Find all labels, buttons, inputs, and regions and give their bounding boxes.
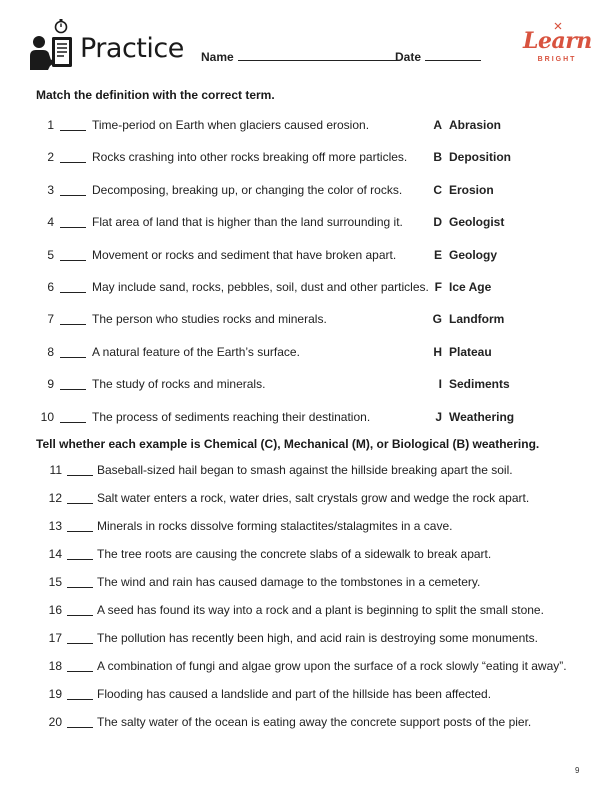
answer-blank[interactable]	[60, 292, 86, 293]
stopwatch-icon	[56, 19, 67, 33]
match-item	[0, 345, 612, 363]
example-text: Baseball-sized hail began to smash against the hillside breaking apart the soil.	[97, 463, 513, 477]
answer-blank[interactable]	[67, 503, 93, 504]
definition-text: The person who studies rocks and minerals.	[92, 312, 327, 327]
item-number: 7	[47, 312, 54, 327]
part2-heading: Tell whether each example is Chemical (C), Mechanical (M), or Biological (B) weathering.	[36, 437, 540, 451]
item-number: 20	[48, 715, 62, 729]
example-item	[0, 715, 612, 733]
definition-text: A natural feature of the Earth’s surface.	[92, 344, 300, 359]
answer-blank[interactable]	[60, 130, 86, 131]
item-number: 11	[49, 463, 62, 477]
term-label: Weathering	[449, 409, 515, 424]
answer-blank[interactable]	[60, 227, 86, 228]
match-item	[0, 280, 612, 298]
example-text: The tree roots are causing the concrete slabs of a sidewalk to break apart.	[97, 547, 492, 561]
term-letter: I	[438, 377, 442, 392]
item-number: 10	[40, 409, 54, 424]
match-item	[0, 410, 612, 428]
example-text: The salty water of the ocean is eating away the concrete support posts of the pier.	[97, 715, 532, 729]
match-item	[0, 312, 612, 330]
term-label: Plateau	[449, 344, 492, 359]
term-letter: A	[433, 118, 442, 132]
item-number: 19	[48, 687, 62, 701]
worksheet-header	[28, 18, 590, 76]
term-letter: D	[433, 215, 442, 230]
logo-text: Learn	[523, 28, 592, 54]
term-label: Sediments	[449, 377, 510, 392]
answer-blank[interactable]	[67, 559, 93, 560]
term-letter: C	[433, 182, 442, 197]
example-item	[0, 463, 612, 481]
definition-text: The process of sediments reaching their destination.	[92, 409, 371, 424]
example-item	[0, 547, 612, 565]
page-title: Practice	[80, 33, 184, 64]
example-item	[0, 575, 612, 593]
definition-text: Time-period on Earth when glaciers caused erosion.	[92, 118, 370, 132]
term-letter: B	[433, 150, 442, 165]
definition-text: Movement or rocks and sediment that have broken apart.	[92, 247, 397, 262]
definition-text: Flat area of land that is higher than the land surrounding it.	[92, 215, 403, 230]
date-label: Date	[395, 50, 422, 64]
answer-blank[interactable]	[60, 260, 86, 261]
date-blank[interactable]	[425, 60, 481, 61]
item-number: 4	[47, 215, 54, 230]
match-item	[0, 215, 612, 233]
answer-blank[interactable]	[60, 389, 86, 390]
example-text: The wind and rain has caused damage to the tombstones in a cemetery.	[97, 575, 481, 589]
answer-blank[interactable]	[67, 475, 93, 476]
item-number: 14	[48, 547, 62, 561]
example-item	[0, 603, 612, 621]
term-letter: H	[433, 344, 442, 359]
example-text: Minerals in rocks dissolve forming stalactites/stalagmites in a cave.	[97, 519, 453, 533]
item-number: 5	[47, 247, 54, 262]
name-blank[interactable]	[238, 60, 396, 61]
item-number: 8	[47, 344, 54, 359]
term-letter: F	[434, 280, 442, 294]
item-number: 12	[48, 491, 62, 505]
term-label: Geology	[449, 247, 498, 262]
term-label: Erosion	[449, 182, 494, 197]
item-number: 18	[48, 659, 62, 673]
answer-blank[interactable]	[60, 195, 86, 196]
answer-blank[interactable]	[67, 643, 93, 644]
answer-blank[interactable]	[60, 422, 86, 423]
term-label: Geologist	[449, 215, 505, 230]
part1-heading: Match the definition with the correct term.	[36, 88, 275, 102]
match-item	[0, 248, 612, 266]
example-item	[0, 519, 612, 537]
answer-blank[interactable]	[67, 699, 93, 700]
example-text: Flooding has caused a landslide and part of the hillside has been affected.	[97, 687, 492, 701]
answer-blank[interactable]	[67, 671, 93, 672]
answer-blank[interactable]	[60, 324, 86, 325]
answer-blank[interactable]	[67, 587, 93, 588]
definition-text: Rocks crashing into other rocks breaking off more particles.	[92, 150, 408, 165]
item-number: 15	[48, 575, 62, 589]
example-text: A combination of fungi and algae grow upon the surface of a rock slowly “eating it away”.	[97, 659, 567, 673]
match-item	[0, 377, 612, 395]
item-number: 9	[47, 377, 54, 392]
example-item	[0, 631, 612, 649]
name-label: Name	[201, 50, 234, 64]
term-letter: G	[432, 312, 442, 327]
teacher-board-icon	[28, 18, 76, 70]
answer-blank[interactable]	[67, 727, 93, 728]
item-number: 16	[48, 603, 62, 617]
example-text: Salt water enters a rock, water dries, salt crystals grow and wedge the rock apart.	[97, 491, 530, 505]
item-number: 6	[47, 280, 54, 294]
logo-subtext: BRIGHT	[537, 56, 577, 63]
answer-blank[interactable]	[67, 615, 93, 616]
answer-blank[interactable]	[60, 162, 86, 163]
learn-bright-logo	[523, 22, 591, 74]
definition-text: The study of rocks and minerals.	[92, 377, 266, 392]
term-letter: E	[433, 247, 442, 262]
definition-text: May include sand, rocks, pebbles, soil, dust and other particles.	[92, 280, 429, 294]
answer-blank[interactable]	[60, 357, 86, 358]
item-number: 3	[47, 182, 54, 197]
example-text: A seed has found its way into a rock and a plant is beginning to split the small stone.	[97, 603, 544, 617]
example-item	[0, 687, 612, 705]
name-field[interactable]	[201, 50, 396, 64]
date-field[interactable]	[395, 50, 481, 64]
item-number: 13	[48, 519, 62, 533]
term-label: Landform	[449, 312, 505, 327]
example-text: The pollution has recently been high, and acid rain is destroying some monuments.	[97, 631, 538, 645]
example-item	[0, 659, 612, 677]
page-number: 9	[575, 766, 580, 775]
term-label: Ice Age	[449, 280, 492, 294]
item-number: 17	[48, 631, 62, 645]
example-item	[0, 491, 612, 509]
answer-blank[interactable]	[67, 531, 93, 532]
item-number: 1	[47, 118, 54, 132]
match-item	[0, 118, 612, 136]
item-number: 2	[47, 150, 54, 165]
term-label: Deposition	[449, 150, 511, 165]
definition-text: Decomposing, breaking up, or changing the color of rocks.	[92, 182, 403, 197]
match-item	[0, 150, 612, 168]
term-letter: J	[435, 409, 442, 424]
term-label: Abrasion	[449, 118, 502, 132]
match-item	[0, 183, 612, 201]
